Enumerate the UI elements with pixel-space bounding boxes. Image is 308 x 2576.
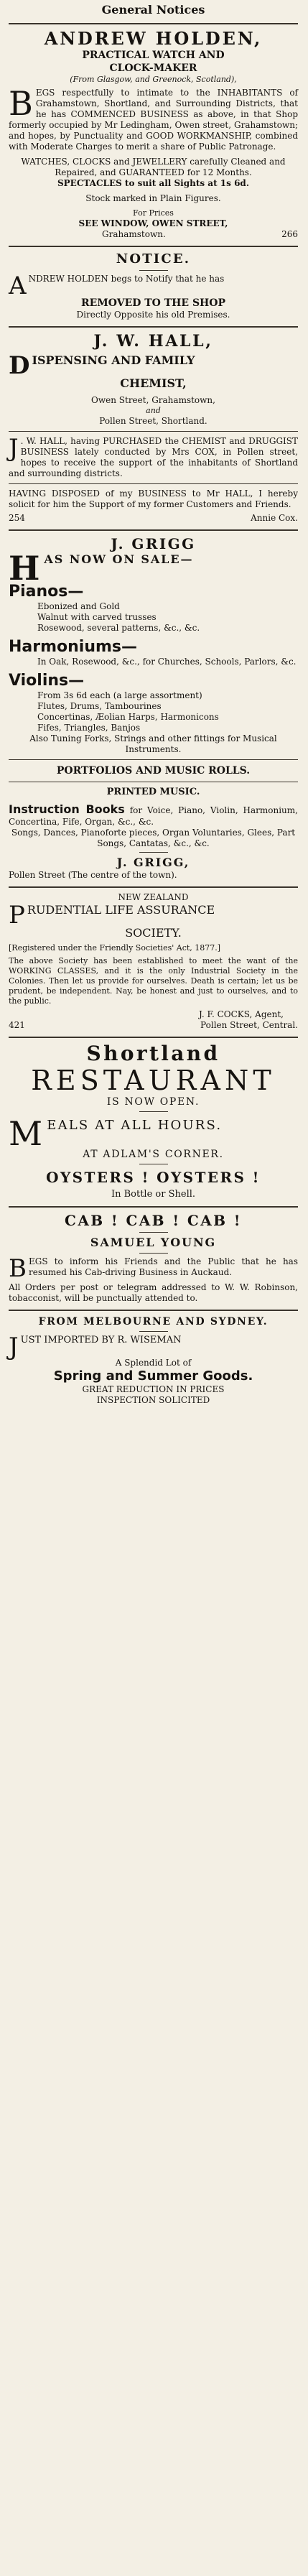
list-item: Walnut with carved trusses xyxy=(37,612,157,622)
trade-line: PRACTICAL WATCH AND xyxy=(82,50,225,61)
import-text: UST IMPORTED BY R. WISEMAN xyxy=(20,1335,182,1345)
advert-name: ANDREW HOLDEN, xyxy=(44,28,263,49)
advert-name: J. GRIGG, xyxy=(116,856,190,869)
list-item: Fifes, Triangles, Banjos xyxy=(37,723,141,733)
short-rule xyxy=(139,852,168,853)
divider xyxy=(9,431,298,432)
orders-text: All Orders per post or telegram addressed to W. W. Robinson, tobacconist, will be punctually attended to. xyxy=(9,1282,298,1303)
splendid-line: A Splendid Lot of xyxy=(115,1358,192,1368)
advert-name: J. W. HALL, xyxy=(93,332,213,351)
category-harmoniums: Harmoniums— xyxy=(9,638,138,656)
wiseman-advert xyxy=(9,1315,298,1406)
divider xyxy=(9,529,298,531)
short-rule xyxy=(139,1232,168,1233)
divider xyxy=(9,1037,298,1038)
list-item: From 3s 6d each (a large assortment) xyxy=(37,690,202,700)
wiseman-heading: FROM MELBOURNE AND SYDNEY. xyxy=(38,1316,269,1328)
restaurant-heading: RESTAURANT xyxy=(31,1065,276,1096)
short-rule xyxy=(139,1111,168,1112)
advert-number: 254 xyxy=(9,513,25,523)
advert-number: 266 xyxy=(281,229,298,239)
short-rule xyxy=(139,1253,168,1254)
street-row xyxy=(9,1020,298,1031)
divider xyxy=(9,1206,298,1208)
drop-cap: J xyxy=(9,434,19,463)
registered-line: [Registered under the Friendly Societies' Act, 1877.] xyxy=(9,943,221,953)
drop-cap: H xyxy=(9,549,42,588)
signature: Annie Cox. xyxy=(251,513,298,523)
inspection-line: INSPECTION SOLICITED xyxy=(96,1395,210,1405)
list-item: Concertinas, Æolian Harps, Harmonicons xyxy=(37,712,219,722)
divider xyxy=(9,759,298,760)
category-violins: Violins— xyxy=(9,672,85,690)
address-line: Pollen Street (The centre of the town). xyxy=(9,870,177,880)
window-line: SEE WINDOW, OWEN STREET, xyxy=(78,218,228,228)
list-item: Rosewood, several patterns, &c., &c. xyxy=(37,623,200,633)
cox-advert xyxy=(9,488,298,524)
stock-line: Stock marked in Plain Figures. xyxy=(85,193,221,203)
instruction-line xyxy=(9,802,298,828)
category-pianos: Pianos— xyxy=(9,583,84,601)
list-item: Ebonized and Gold xyxy=(37,601,120,611)
drop-cap: A xyxy=(9,272,27,300)
harmoniums-list xyxy=(9,657,298,667)
violins-list xyxy=(9,690,298,733)
notice-body xyxy=(9,272,298,300)
portfolios-line: PORTFOLIOS AND MUSIC ROLLS. xyxy=(56,765,251,777)
spectacles-line: SPECTACLES to suit all Sights at 1s 6d. xyxy=(57,178,250,188)
songs-line: Songs, Dances, Pianoforte pieces, Organ Voluntaries, Glees, Part Songs, Cantatas, &c., &c. xyxy=(11,828,296,848)
drop-cap: J xyxy=(9,1333,19,1361)
advert-body xyxy=(9,84,298,152)
short-rule xyxy=(139,1331,168,1332)
signature-row xyxy=(9,513,298,524)
drop-cap: B xyxy=(9,84,33,123)
oysters-line: OYSTERS ! OYSTERS ! xyxy=(46,1169,261,1186)
instruction-rest: for Voice, Piano, Violin, Harmonium, Concertina, Fife, Organ, &c., &c. xyxy=(9,805,298,827)
list-item: Also Tuning Forks, Strings and other fittings for Musical Instruments. xyxy=(29,733,277,754)
title-block xyxy=(9,901,298,930)
trade-line: CHEMIST, xyxy=(120,376,187,390)
import-line xyxy=(9,1333,298,1361)
advert-name: SAMUEL YOUNG xyxy=(90,1236,217,1249)
drop-cap: M xyxy=(9,1114,45,1153)
adams-line: AT ADLAM'S CORNER. xyxy=(83,1149,224,1160)
advert-name: J. GRIGG xyxy=(111,535,196,552)
divider xyxy=(9,326,298,328)
drop-cap: B xyxy=(9,1254,27,1283)
address-line: Owen Street, Grahamstown, xyxy=(91,395,215,405)
reduction-line: GREAT REDUCTION IN PRICES xyxy=(82,1384,225,1394)
trade-line: ISPENSING AND FAMILY xyxy=(32,353,195,367)
trade-line: CLOCK-MAKER xyxy=(109,62,197,74)
grigg-advert xyxy=(9,535,298,881)
advert-number: 421 xyxy=(9,1020,25,1030)
headline xyxy=(9,549,298,588)
watches-line: WATCHES, CLOCKS and JEWELLERY carefully Cleaned and Repaired, and GUARANTEED for 12 Months. xyxy=(21,157,286,177)
divider xyxy=(9,1310,298,1311)
instruction-title: Instruction Books xyxy=(9,802,125,816)
hall-body xyxy=(9,436,298,479)
prices-label: For Prices xyxy=(133,208,174,218)
address-line: Pollen Street, Shortland. xyxy=(99,416,207,426)
body-text: . W. HALL, having PURCHASED the CHEMIST and DRUGGIST BUSINESS lately conducted by Mrs COX, in Pollen street, hopes to receive the support of the inhabitants of Shortland and surrounding districts. xyxy=(9,436,298,478)
opposite-line: Directly Opposite his old Premises. xyxy=(76,310,230,320)
body-text: NDREW HOLDEN begs to Notify that he has xyxy=(28,274,225,284)
notice-heading: NOTICE. xyxy=(116,251,191,267)
agent-line: J. F. COCKS, Agent, xyxy=(199,1009,284,1019)
and-line: and xyxy=(146,406,161,415)
place: Grahamstown. xyxy=(102,229,166,239)
meals-line xyxy=(9,1114,298,1153)
body-text: HAVING DISPOSED of my BUSINESS to Mr HALL, I hereby solicit for him the Support of my former Customers and Friends. xyxy=(9,488,298,509)
cab-heading: CAB ! CAB ! CAB ! xyxy=(65,1212,242,1229)
title-line: SOCIETY. xyxy=(125,926,182,940)
drop-cap: D xyxy=(9,351,30,380)
shortland-heading: Shortland xyxy=(86,1042,220,1065)
list-item: Flutes, Drums, Tambourines xyxy=(37,701,162,711)
notice-advert xyxy=(9,251,298,320)
prudential-advert xyxy=(9,892,298,1031)
open-line: IS NOW OPEN. xyxy=(106,1096,200,1108)
removed-line: REMOVED TO THE SHOP xyxy=(80,297,226,309)
shell-line: In Bottle or Shell. xyxy=(111,1189,196,1200)
section-title: General Notices xyxy=(101,3,205,17)
divider xyxy=(9,246,298,247)
spring-line: Spring and Summer Goods. xyxy=(53,1368,253,1384)
drop-cap: P xyxy=(9,901,25,930)
title-line: RUDENTIAL LIFE ASSURANCE xyxy=(27,903,215,917)
holden-advert xyxy=(9,29,298,240)
trade-block xyxy=(9,351,298,380)
printed-music: PRINTED MUSIC. xyxy=(106,787,200,797)
body-text: The above Society has been established to meet the want of the WORKING CLASSES, and it is the only Industrial Society in the Colonies. Then let us provide for ourselves. Death is certain; let us be prudent, be independent. Nay, be honest and just to ourselves, and to the public. xyxy=(9,956,298,1006)
cab-body xyxy=(9,1254,298,1283)
place-row xyxy=(9,229,298,240)
headline-text: AS NOW ON SALE— xyxy=(44,552,194,566)
street: Pollen Street, Central. xyxy=(200,1020,298,1030)
divider xyxy=(9,886,298,888)
body-text: EGS respectfully to intimate to the INHABITANTS of Grahamstown, Shortland, and Surrounding Districts, that he has COMMENCED BUSINESS as above, in that Shop formerly occupied by Mr Ledingham, Owen street, Grahamstown; and hopes, by Punctuality and GOOD WORKMANSHIP, combined with Moderate Charges to merit a share of Public Patronage. xyxy=(9,88,298,152)
short-rule xyxy=(139,270,168,271)
list-item: In Oak, Rosewood, &c., for Churches, Schools, Parlors, &c. xyxy=(37,657,297,667)
divider xyxy=(9,483,298,484)
hall-advert xyxy=(9,332,298,479)
meals-text: EALS AT ALL HOURS. xyxy=(47,1118,223,1133)
nz-line: NEW ZEALAND xyxy=(118,892,189,902)
origin-line: (From Glasgow, and Greenock, Scotland), xyxy=(70,75,237,84)
restaurant-advert xyxy=(9,1042,298,1200)
cab-advert xyxy=(9,1212,298,1304)
body-text: EGS to inform his Friends and the Public that he has resumed his Cab-driving Business in Auckaud. xyxy=(29,1256,298,1277)
pianos-list xyxy=(9,601,298,634)
divider xyxy=(9,23,298,24)
